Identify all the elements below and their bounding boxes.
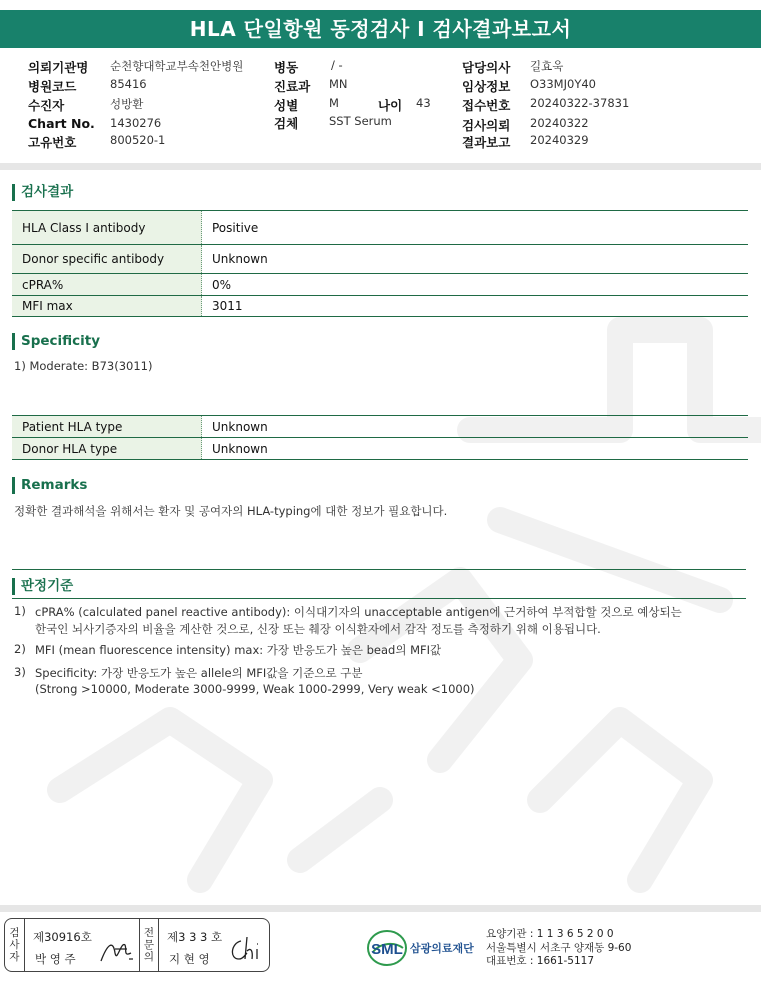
request-label: 검사의뢰: [462, 118, 511, 133]
code-label: 병원코드: [28, 79, 77, 94]
chart-label: Chart No.: [28, 116, 95, 131]
criteria-divider: [12, 569, 746, 570]
examiner-char: 검: [9, 927, 20, 939]
patient-info-block: [0, 56, 761, 156]
hospital-value: 순천향대학교부속천안병원: [110, 59, 244, 73]
table-row: [12, 296, 748, 317]
specimen-value: SST Serum: [329, 114, 392, 128]
request-value: 20240322: [530, 116, 589, 130]
results-table: [12, 210, 748, 317]
clinical-value: O33MJ0Y40: [530, 77, 596, 91]
patient-value: 성방환: [110, 97, 144, 111]
results-value: Positive: [212, 220, 259, 235]
results-value: 3011: [212, 299, 243, 313]
section-divider: [0, 163, 761, 170]
criteria-line: Specificity: 가장 반응도가 높은 allele의 MFI값을 기준으로 구분: [35, 666, 363, 680]
signature-box: [4, 918, 270, 972]
receipt-value: 20240322-37831: [530, 96, 630, 110]
criteria-number: 2): [14, 642, 26, 656]
specificity-section-title: Specificity: [12, 333, 100, 350]
table-row: [12, 211, 748, 245]
hospital-label: 의뢰기관명: [28, 60, 89, 75]
age-label: 나이: [378, 98, 403, 113]
contact-info: [486, 928, 631, 969]
specialist-name: 지 현 영: [169, 952, 210, 966]
contact-line: 요양기관 : 1 1 3 6 5 2 0 0: [486, 928, 614, 940]
specialist-char: 문: [143, 939, 155, 951]
specimen-label: 검체: [274, 116, 299, 131]
specialist-signature: [225, 933, 265, 965]
specialist-column: [139, 919, 159, 971]
sml-logo-text: SML: [371, 941, 403, 958]
hla-type-key: Donor HLA type: [12, 438, 202, 459]
specialist-char: 의: [143, 951, 155, 963]
examiner-number: 제30916호: [33, 930, 92, 944]
dept-label: 진료과: [274, 79, 311, 94]
specificity-text: 1) Moderate: B73(3011): [14, 359, 153, 373]
result-date-value: 20240329: [530, 133, 589, 147]
results-key: HLA Class I antibody: [12, 211, 202, 244]
footer-divider: [0, 905, 761, 912]
results-value: 0%: [212, 277, 232, 292]
hla-type-key: Patient HLA type: [12, 416, 202, 437]
dept-value: MN: [329, 77, 348, 91]
id-value: 800520-1: [110, 133, 166, 147]
examiner-char: 사: [9, 939, 20, 951]
result-date-label: 결과보고: [462, 135, 511, 150]
chart-value: 1430276: [110, 116, 162, 130]
hla-type-value: Unknown: [212, 419, 268, 434]
hla-type-table: [12, 415, 748, 460]
id-label: 고유번호: [28, 135, 77, 150]
table-row: [12, 274, 748, 296]
receipt-label: 접수번호: [462, 98, 511, 113]
criteria-line: cPRA% (calculated panel reactive antibody): 이식대기자의 unacceptable antigen에 근거하여 부적합할 것으로 예상되는: [35, 605, 682, 619]
criteria-line: 한국인 뇌사기증자의 비율을 계산한 것으로, 신장 또는 췌장 이식환자에서 감작 정도를 측정하기 위해 이용됩니다.: [35, 622, 601, 636]
table-row: [12, 438, 748, 460]
table-row: [12, 245, 748, 274]
org-name: 삼광의료재단: [410, 942, 474, 955]
report-title: HLA 단일항원 동정검사 I 검사결과보고서: [0, 10, 761, 48]
contact-line: 서울특별시 서초구 양재동 9-60: [486, 941, 632, 954]
doctor-label: 담당의사: [462, 60, 511, 75]
specialist-char: 전: [143, 927, 155, 939]
examiner-name: 박 영 주: [35, 952, 76, 966]
criteria-number: 1): [14, 604, 26, 618]
table-row: [12, 416, 748, 438]
patient-label: 수진자: [28, 98, 65, 113]
contact-line: 대표번호 : 1661-5117: [486, 955, 595, 967]
criteria-line: (Strong >10000, Moderate 3000-9999, Weak 1000-2999, Very weak <1000): [35, 682, 475, 696]
sex-label: 성별: [274, 98, 299, 113]
criteria-section-title: 판정기준: [12, 578, 73, 595]
clinical-label: 임상정보: [462, 79, 511, 94]
sex-value: M: [329, 96, 339, 110]
remarks-text: 정확한 결과해석을 위해서는 환자 및 공여자의 HLA-typing에 대한 정보가 필요합니다.: [14, 504, 448, 518]
criteria-underline: [12, 598, 746, 599]
results-section-title: 검사결과: [12, 184, 73, 201]
results-key: MFI max: [12, 296, 202, 316]
examiner-column: [5, 919, 25, 971]
specialist-number: 제3 3 3 호: [167, 930, 223, 944]
examiner-signature: [97, 935, 137, 967]
ward-label: 병동: [274, 60, 299, 75]
hla-type-value: Unknown: [212, 441, 268, 456]
remarks-section-title: Remarks: [12, 477, 87, 494]
age-value: 43: [416, 96, 431, 110]
criteria-line: MFI (mean fluorescence intensity) max: 가장 반응도가 높은 bead의 MFI값: [35, 643, 442, 657]
doctor-value: 길효욱: [530, 59, 564, 73]
code-value: 85416: [110, 77, 147, 91]
results-key: cPRA%: [12, 274, 202, 295]
examiner-char: 자: [9, 951, 20, 963]
criteria-number: 3): [14, 665, 26, 679]
results-value: Unknown: [212, 252, 268, 266]
ward-value: / -: [331, 58, 343, 72]
results-key: Donor specific antibody: [12, 245, 202, 273]
